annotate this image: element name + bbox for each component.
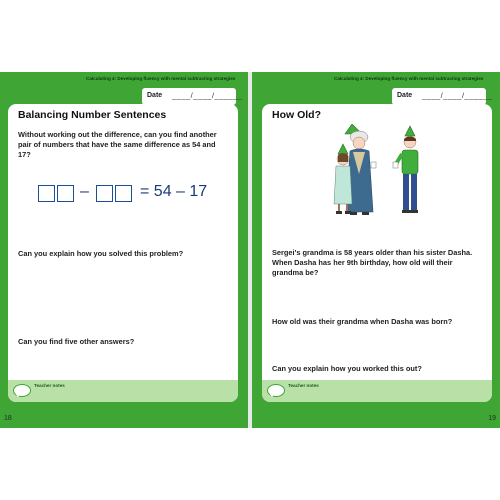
date-slots: ____/____/______	[172, 91, 243, 100]
answer-box-1[interactable]	[38, 185, 55, 202]
page-title: How Old?	[272, 109, 321, 121]
question-five-answers: Can you find five other answers?	[18, 337, 135, 346]
book-spread	[0, 72, 500, 428]
sergei-figure	[393, 126, 418, 213]
date-slots: ____/____/______	[422, 91, 493, 100]
family-birthday-party-illustration-icon	[330, 124, 430, 228]
question-born: How old was their grandma when Dasha was born?	[272, 317, 453, 326]
minus-sign: –	[80, 183, 89, 200]
teacher-notes-bar	[8, 380, 238, 402]
teacher-notes-label: Teacher notes	[288, 383, 319, 388]
prompt-text: Sergei's grandma is 58 years older than his sister Dasha. When Dasha has her 9th birthday, how old will their grandma be?	[272, 248, 473, 277]
left-page	[0, 72, 248, 428]
running-header: Calculating 4: Developing fluency with mental subtracting strategies	[86, 76, 236, 81]
teacher-notes-label: Teacher notes	[34, 383, 65, 388]
question-explain: Can you explain how you solved this problem?	[18, 249, 184, 258]
date-label: Date	[147, 92, 163, 99]
worksheet-card	[262, 104, 492, 402]
right-page	[252, 72, 500, 428]
page-title: Balancing Number Sentences	[18, 109, 167, 121]
page-number: 19	[488, 415, 496, 422]
answer-box-2[interactable]	[57, 185, 74, 202]
prompt-text: Without working out the difference, can you find another pair of numbers that have the same difference as 54 and 17?	[18, 130, 217, 159]
worksheet-card	[8, 104, 238, 402]
date-label: Date	[397, 92, 413, 99]
page-number: 18	[4, 415, 12, 422]
date-box	[142, 88, 243, 105]
date-box	[392, 88, 493, 105]
running-header: Calculating 4: Developing fluency with mental subtracting strategies	[334, 76, 484, 81]
answer-box-4[interactable]	[115, 185, 132, 202]
equation-right-side: = 54 – 17	[140, 183, 208, 200]
question-explain: Can you explain how you worked this out?	[272, 364, 422, 373]
answer-box-3[interactable]	[96, 185, 113, 202]
dasha-figure	[334, 144, 352, 214]
teacher-notes-bar	[262, 380, 492, 402]
